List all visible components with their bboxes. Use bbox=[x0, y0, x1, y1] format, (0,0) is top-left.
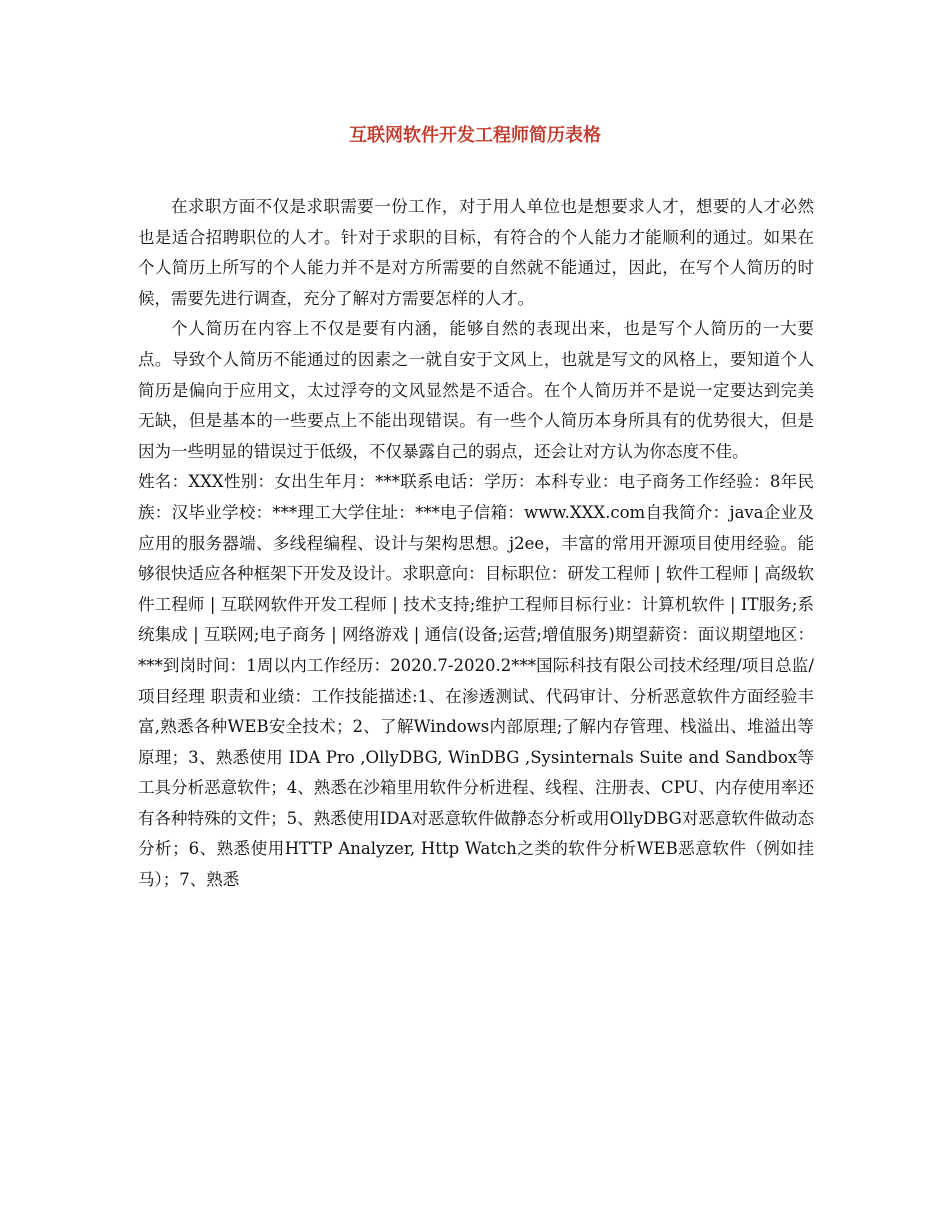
document-body bbox=[138, 192, 814, 896]
style-paragraph: 个人简历在内容上不仅是要有内涵，能够自然的表现出来，也是写个人简历的一大要点。导致个人简历不能通过的因素之一就自安于文风上，也就是写文的风格上，要知道个人简历是偏向于应用文，太过浮夸的文风显然是不适合。在个人简历并不是说一定要达到完美无缺，但是基本的一些要点上不能出现错误。有一些个人简历本身所具有的优势很大，但是因为一些明显的错误过于低级，不仅暴露自己的弱点，还会让对方认为你态度不佳。 bbox=[138, 319, 814, 461]
intro-paragraph: 在求职方面不仅是求职需要一份工作，对于用人单位也是想要求人才，想要的人才必然也是适合招聘职位的人才。针对于求职的目标，有符合的个人能力才能顺利的通过。如果在个人简历上所写的个人能力并不是对方所需要的自然就不能通过，因此，在写个人简历的时候，需要先进行调查，充分了解对方需要怎样的人才。 bbox=[138, 197, 814, 308]
document-title: 互联网软件开发工程师简历表格 bbox=[349, 125, 601, 146]
resume-details-paragraph: 姓名：XXX性别：女出生年月：***联系电话：学历：本科专业：电子商务工作经验：8年民族：汉毕业学校：***理工大学住址：***电子信箱：www.XXX.com自我简介：java企业及应用的服务器端、多线程编程、设计与架构思想。j2ee，丰富的常用开源项目使用经验。能够很快适应各种框架下开发及设计。求职意向：目标职位：研发工程师 | 软件工程师 | 高级软件工程师 | 互联网软件开发工程师 | 技术支持;维护工程师目标行业：计算机软件 | IT服务;系统集成 | 互联网;电子商务 | 网络游戏 | 通信(设备;运营;增值服务)期望薪资：面议期望地区：***到岗时间：1周以内工作经历：2020.7-2020.2***国际科技有限公司技术经理/项目总监/项目经理 职责和业绩：工作技能描述:1、在渗透测试、代码审计、分析恶意软件方面经验丰富,熟悉各种WEB安全技术；2、了解Windows内部原理;了解内存管理、栈溢出、堆溢出等原理；3、熟悉使用 IDA Pro ,OllyDBG, WinDBG ,Sysinternals Suite and Sandbox等工具分析恶意软件；4、熟悉在沙箱里用软件分析进程、线程、注册表、CPU、内存使用率还有各种特殊的文件；5、熟悉使用IDA对恶意软件做静态分析或用OllyDBG对恶意软件做动态分析；6、熟悉使用HTTP Analyzer, Http Watch之类的软件分析WEB恶意软件（例如挂马）；7、熟悉 bbox=[138, 472, 814, 890]
